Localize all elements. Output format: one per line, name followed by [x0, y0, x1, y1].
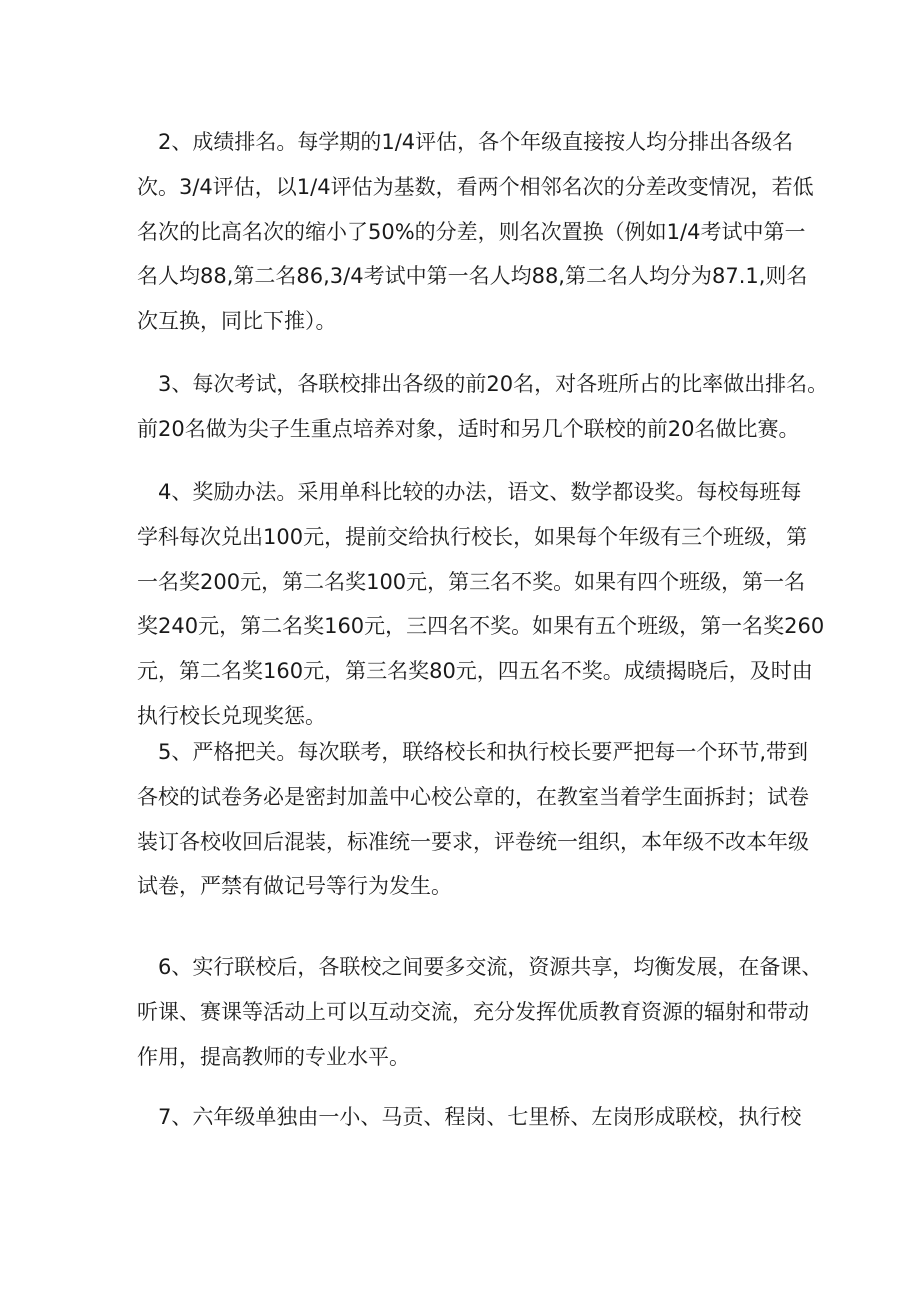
text-line: 前20名做为尖子生重点培养对象，适时和另几个联校的前20名做比赛。: [137, 416, 800, 441]
paragraph-rewards: [137, 470, 824, 739]
text-line: 7、六年级单独由一小、马贡、程岗、七里桥、左岗形成联校，执行校: [137, 1105, 802, 1129]
text-line: 作用，提高教师的专业水平。: [137, 1044, 410, 1069]
text-line: 次。3/4评估，以1/4评估为基数，看两个相邻名次的分差改变情况，若低: [137, 174, 814, 199]
text-line: 5、严格把关。每次联考，联络校长和执行校长要严把每一个环节,带到: [137, 740, 809, 764]
text-line: 2、成绩排名。每学期的1/4评估，各个年级直接按人均分排出各级名: [137, 130, 794, 154]
text-line: 次互换，同比下推）。: [137, 309, 337, 334]
paragraph-ranking: [137, 120, 814, 344]
paragraph-strict-control: [137, 730, 809, 909]
text-line: 3、每次考试，各联校排出各级的前20名，对各班所占的比率做出排名。: [137, 372, 829, 396]
text-line: 元，第二名奖160元，第三名奖80元，四五名不奖。成绩揭晓后，及时由: [137, 659, 813, 684]
text-line: 试卷，严禁有做记号等行为发生。: [137, 874, 452, 899]
paragraph-exchange: [137, 945, 822, 1079]
text-line: 一名奖200元，第二名奖100元，第三名不奖。如果有四个班级，第一名: [137, 569, 806, 594]
text-line: 6、实行联校后，各联校之间要多交流，资源共享，均衡发展，在备课、: [137, 955, 823, 979]
text-line: 装订各校收回后混装，标准统一要求，评卷统一组织，本年级不改本年级: [137, 829, 809, 854]
text-line: 奖240元，第二名奖160元，三四名不奖。如果有五个班级，第一名奖260: [137, 614, 825, 639]
paragraph-top-students: [137, 362, 828, 452]
text-line: 名次的比高名次的缩小了50%的分差，则名次置换（例如1/4考试中第一: [137, 219, 806, 244]
paragraph-grade-six: [137, 1095, 801, 1140]
text-line: 4、奖励办法。采用单科比较的办法，语文、数学都设奖。每校每班每: [137, 480, 802, 504]
text-line: 学科每次兑出100元，提前交给执行校长，如果每个年级有三个班级，第: [137, 524, 808, 549]
text-line: 执行校长兑现奖惩。: [137, 703, 326, 728]
text-line: 名人均88,第二名86,3/4考试中第一名人均88,第二名人均分为87.1,则名: [137, 264, 808, 289]
text-line: 各校的试卷务必是密封加盖中心校公章的，在教室当着学生面拆封；试卷: [137, 784, 809, 809]
text-line: 听课、赛课等活动上可以互动交流，充分发挥优质教育资源的辐射和带动: [137, 999, 809, 1024]
